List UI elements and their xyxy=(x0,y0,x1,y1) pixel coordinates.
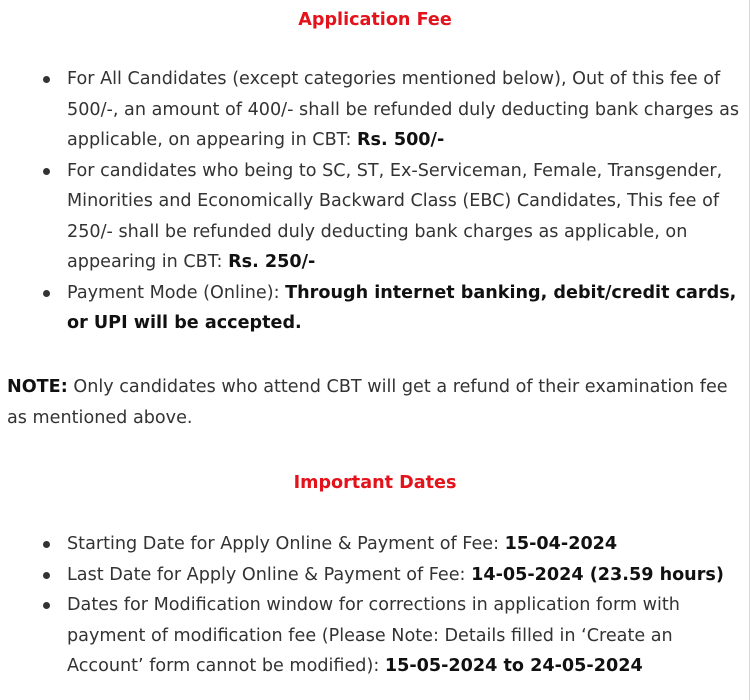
bullet-icon xyxy=(43,290,50,297)
bullet-icon xyxy=(43,572,50,579)
list-item-text: For All Candidates (except categories mentioned below), Out of this fee of 500/-, an amount of 400/- shall be refunded duly deducting bank charges as applicable, on appearing in CBT: xyxy=(67,69,740,150)
list-item xyxy=(0,560,750,591)
list-item-text: Starting Date for Apply Online & Payment of Fee: xyxy=(67,534,505,554)
list-item xyxy=(0,590,750,682)
list-item xyxy=(0,156,750,278)
important-dates-heading: Important Dates xyxy=(293,473,457,493)
note-paragraph xyxy=(7,372,742,433)
list-item xyxy=(0,529,750,560)
note-label: NOTE: xyxy=(7,377,68,397)
list-item-amount: Rs. 250/- xyxy=(228,252,316,272)
list-item-amount: Rs. 500/- xyxy=(357,130,445,150)
list-item-payment-methods: Through internet banking, debit/credit cards, or UPI will be accepted. xyxy=(67,282,737,333)
list-item-text: For candidates who being to SC, ST, Ex-Serviceman, Female, Transgender, Minorities and Economically Backward Class (EBC) Candidates, This fee of 250/- shall be refunded duly deducting bank charges as applicable, on appearing in CBT: xyxy=(67,160,723,272)
important-dates-list xyxy=(0,529,750,682)
bullet-icon xyxy=(43,168,50,175)
list-item-text: Dates for Modification window for corrections in application form with payment of modification fee (Please Note: Details filled in ‘Create an Account’ form cannot be modified): xyxy=(67,595,680,676)
list-item xyxy=(0,64,750,156)
application-fee-heading: Application Fee xyxy=(298,10,452,30)
bullet-icon xyxy=(43,602,50,609)
bullet-icon xyxy=(43,541,50,548)
list-item xyxy=(0,278,750,339)
list-item-date: 14-05-2024 (23.59 hours) xyxy=(471,564,724,585)
list-item-text: Payment Mode (Online): xyxy=(67,282,286,303)
note-text: Only candidates who attend CBT will get a refund of their examination fee as mentioned above. xyxy=(7,377,728,428)
list-item-date: 15-04-2024 xyxy=(504,534,618,554)
list-item-text: Last Date for Apply Online & Payment of Fee: xyxy=(67,564,472,585)
list-item-date: 15-05-2024 to 24-05-2024 xyxy=(384,656,643,676)
bullet-icon xyxy=(43,76,50,83)
application-fee-list xyxy=(0,64,750,339)
